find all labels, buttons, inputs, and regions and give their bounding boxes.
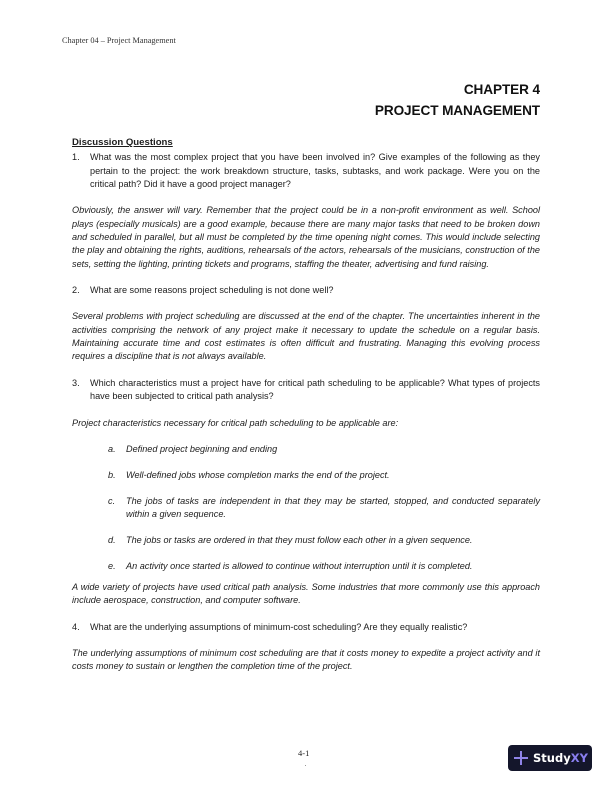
list-item-letter: e.: [108, 560, 116, 571]
list-item-letter: c.: [108, 495, 116, 506]
brand-name: Study: [533, 751, 571, 765]
running-header: Chapter 04 – Project Management: [62, 36, 176, 45]
list-item-text: The jobs of tasks are independent in that they may be started, stopped, and conducted separately within a given sequence.: [126, 495, 540, 519]
chapter-title: [375, 80, 540, 121]
list-item-letter: a.: [108, 443, 116, 454]
question-number: 1.: [72, 152, 80, 163]
question-text: Which characteristics must a project have for critical path scheduling to be applicable? What types of projects have been subjected to critical path analysis?: [90, 377, 540, 402]
list-item-text: The jobs or tasks are ordered in that they must follow each other in a given sequence.: [126, 534, 473, 545]
answer-4: The underlying assumptions of minimum cost scheduling are that it costs money to expedite a project activity and it costs money to sustain or lengthen the completion time of the project.: [72, 647, 540, 672]
question-4: [72, 621, 540, 634]
list-item-letter: b.: [108, 469, 116, 480]
answer-1: Obviously, the answer will vary. Remember that the project could be in a non-profit environment as well. School plays (especially musicals) are a good example, because there are many major tasks that need to be broken down and scheduled in parallel, but all must be completed by the time opening night comes. This would include selecting the play and obtaining the rights, auditions, rehearsals of the actors, rehearsals of the musicians, construction of the sets, setting the lighting, printing tickets and programs, staffing the theater, advertising and fund raising.: [72, 205, 540, 269]
question-number: 4.: [72, 621, 80, 632]
answer-3-intro: Project characteristics necessary for critical path scheduling to be applicable are:: [72, 417, 399, 428]
list-item-letter: d.: [108, 534, 116, 545]
section-heading: Discussion Questions: [72, 137, 173, 148]
question-2: [72, 284, 540, 297]
list-item: [108, 560, 540, 573]
page-number: 4-1: [298, 748, 310, 758]
studyxy-badge[interactable]: [508, 745, 592, 771]
list-item: [108, 469, 540, 482]
question-3: [72, 377, 540, 404]
plus-icon: [514, 751, 528, 765]
brand-accent: XY: [570, 751, 588, 765]
answer-3-outro: A wide variety of projects have used critical path analysis. Some industries that more commonly use this approach include aerospace, construction, and computer software.: [72, 581, 540, 606]
footer-mark: [305, 765, 306, 766]
question-text: What are some reasons project scheduling is not done well?: [90, 285, 334, 296]
list-item-text: Defined project beginning and ending: [126, 443, 278, 454]
list-item-text: Well-defined jobs whose completion marks the end of the project.: [126, 469, 390, 480]
discussion-questions-section: [72, 136, 540, 674]
chapter-name: PROJECT MANAGEMENT: [374, 102, 540, 118]
question-number: 3.: [72, 377, 80, 388]
answer-2: Several problems with project scheduling are discussed at the end of the chapter. The uncertainties inherent in the activities comprising the network of any project make it necessary to update the schedule on a regular basis. Maintaining accurate time and cost estimates is often difficult and frustrating. Managing this evolving process requires a discipline that is not always available.: [72, 311, 540, 362]
list-item-text: An activity once started is allowed to continue without interruption until it is completed.: [126, 560, 473, 571]
characteristics-list: [72, 443, 540, 573]
list-item: [108, 443, 540, 456]
question-text: What are the underlying assumptions of minimum-cost scheduling? Are they equally realistic?: [90, 621, 468, 632]
question-text: What was the most complex project that you have been involved in? Give examples of the following as they pertain to the project: the work breakdown structure, tasks, subtasks, and work package. Were you on the critical path? Did it have a good project manager?: [90, 152, 540, 190]
list-item: [108, 534, 540, 547]
question-1: [72, 151, 540, 191]
chapter-number: CHAPTER 4: [463, 82, 540, 97]
list-item: [108, 495, 540, 522]
question-number: 2.: [72, 285, 80, 296]
